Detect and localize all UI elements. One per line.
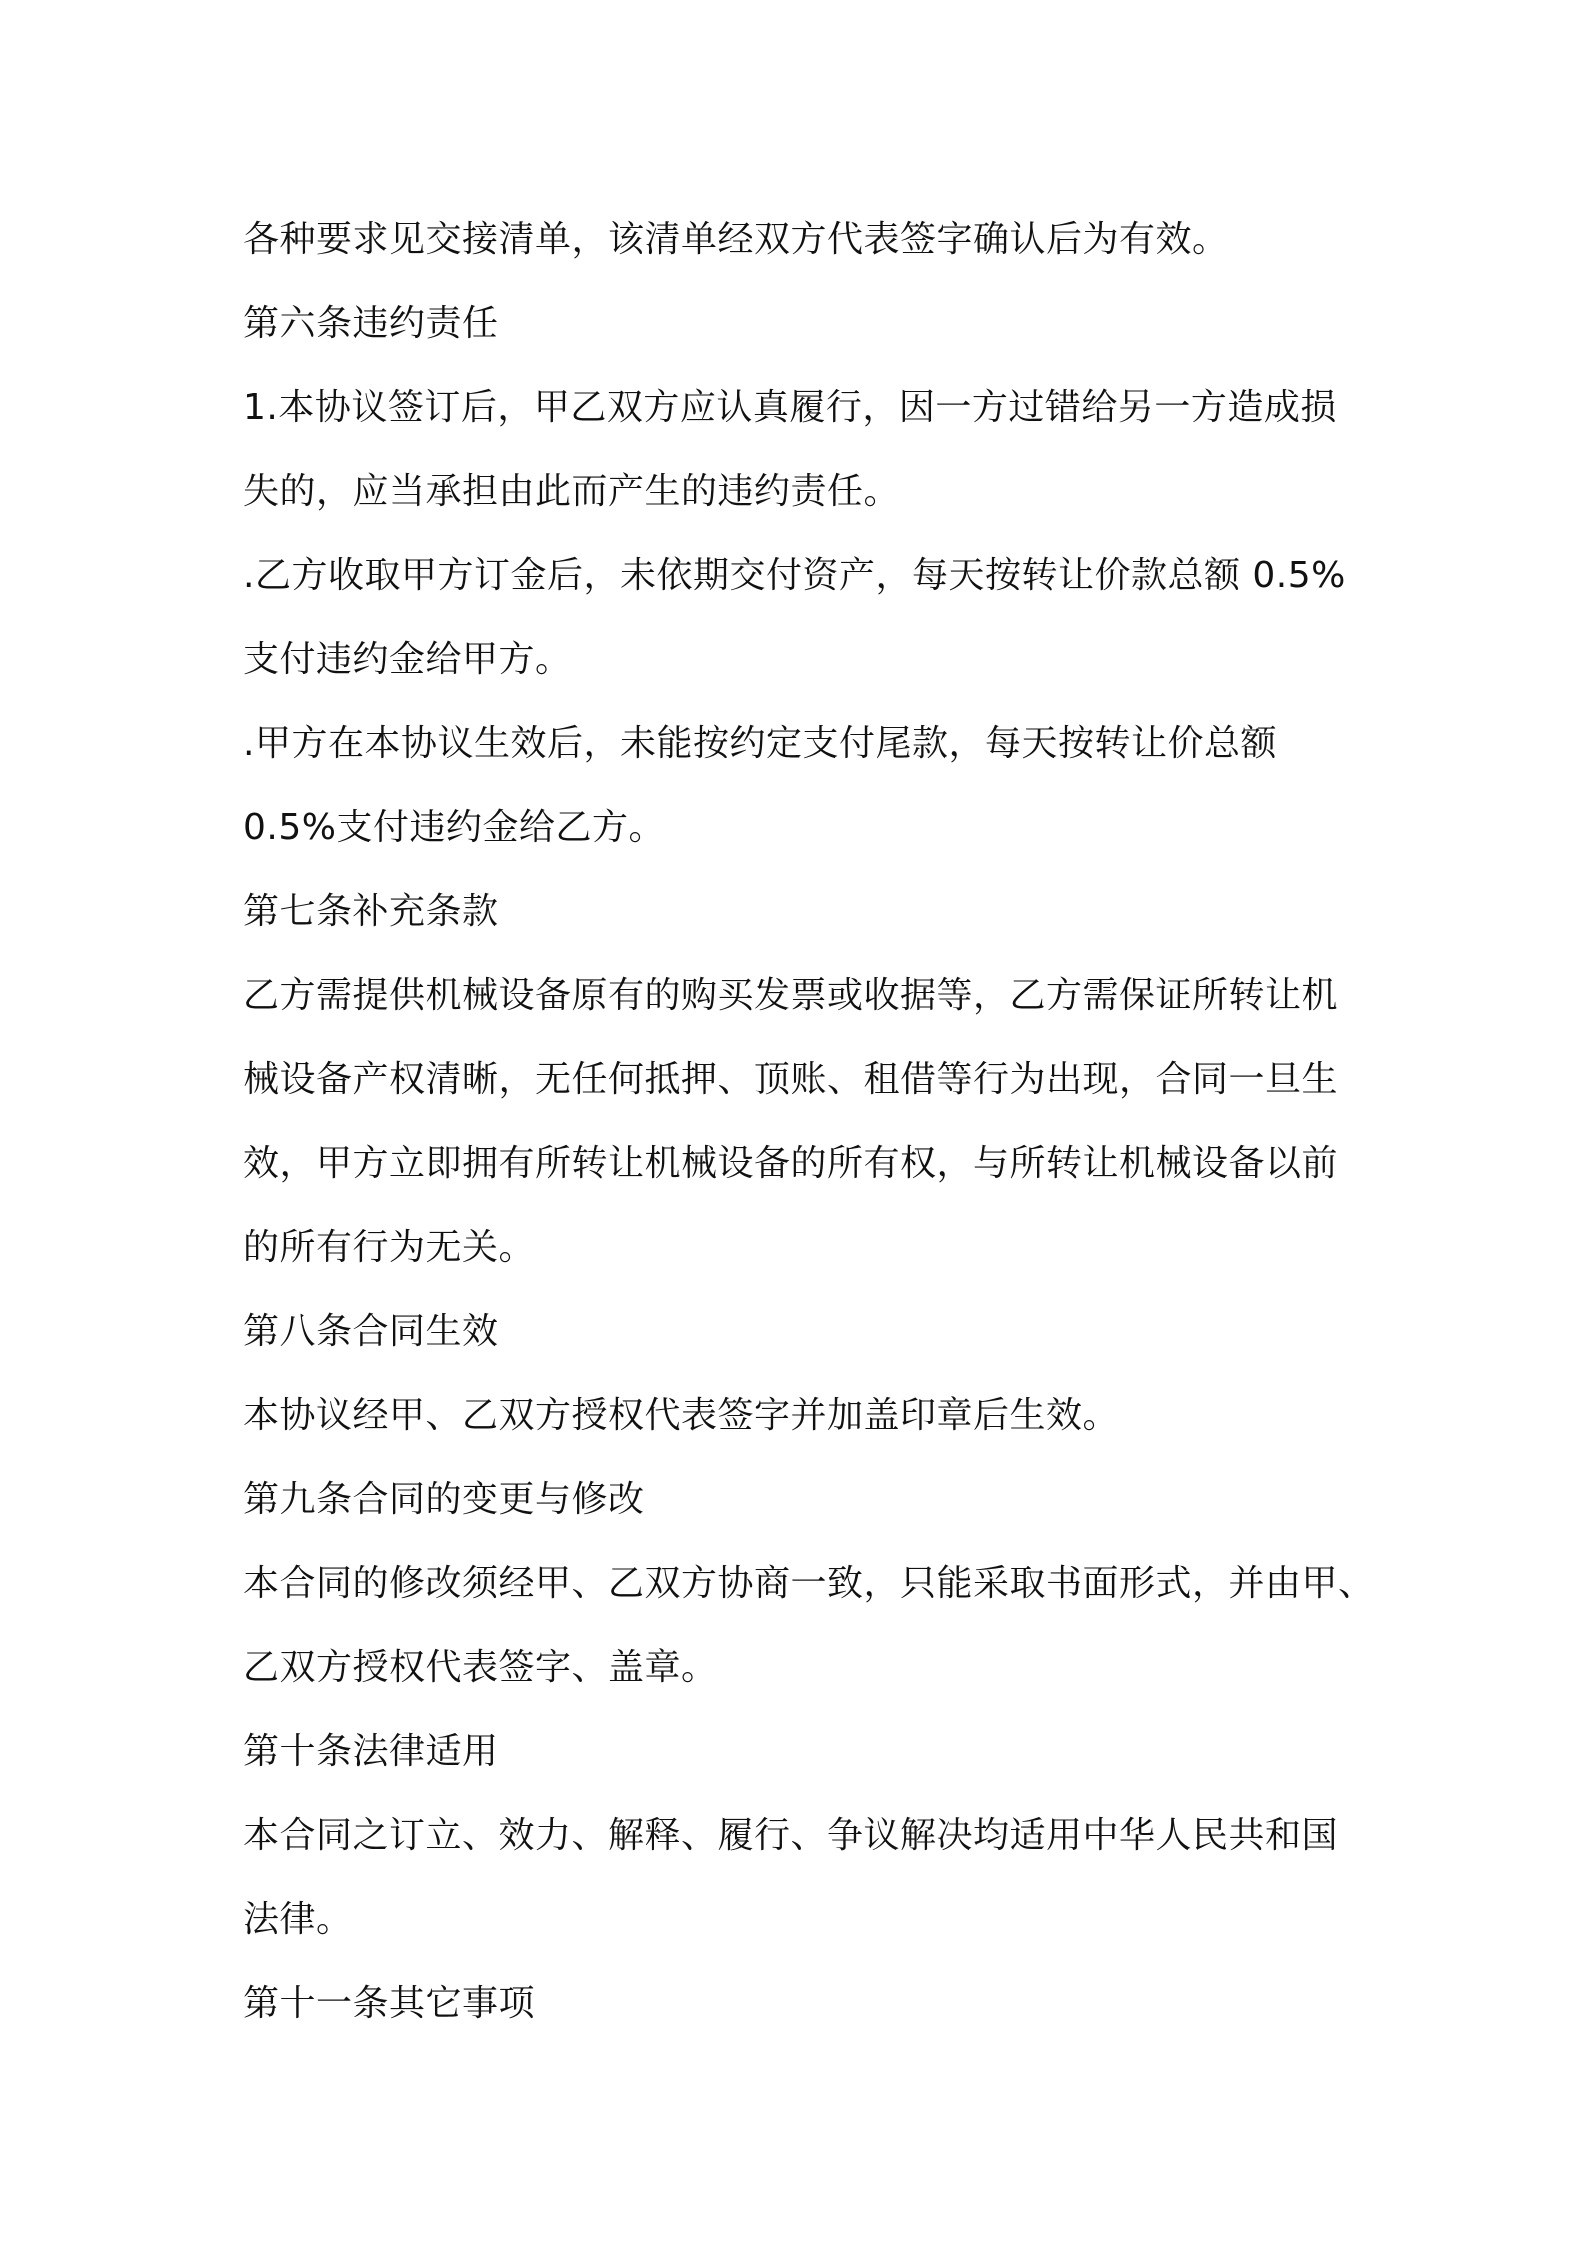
paragraph-line: .甲方在本协议生效后，未能按约定支付尾款，每天按转让价总额 bbox=[243, 723, 1277, 764]
paragraph-line: 0.5%支付违约金给乙方。 bbox=[243, 807, 665, 848]
paragraph-line: 本协议经甲、乙双方授权代表签字并加盖印章后生效。 bbox=[243, 1395, 1120, 1436]
article-6-heading: 第六条违约责任 bbox=[243, 303, 499, 344]
document-body bbox=[243, 198, 1375, 2046]
article-9-heading: 第九条合同的变更与修改 bbox=[243, 1479, 645, 1520]
paragraph-line: 1.本协议签订后，甲乙双方应认真履行，因一方过错给另一方造成损 bbox=[243, 387, 1337, 428]
paragraph-line: 效，甲方立即拥有所转让机械设备的所有权，与所转让机械设备以前 bbox=[243, 1143, 1339, 1184]
paragraph-line: 失的，应当承担由此而产生的违约责任。 bbox=[243, 471, 901, 512]
paragraph-line: 乙双方授权代表签字、盖章。 bbox=[243, 1647, 718, 1688]
paragraph-line: 本合同的修改须经甲、乙双方协商一致，只能采取书面形式，并由甲、 bbox=[243, 1563, 1375, 1604]
paragraph-line: 乙方需提供机械设备原有的购买发票或收据等，乙方需保证所转让机 bbox=[243, 975, 1339, 1016]
paragraph-line: 支付违约金给甲方。 bbox=[243, 639, 572, 680]
paragraph-line: 各种要求见交接清单，该清单经双方代表签字确认后为有效。 bbox=[243, 219, 1229, 260]
article-8-heading: 第八条合同生效 bbox=[243, 1311, 499, 1352]
article-11-heading: 第十一条其它事项 bbox=[243, 1983, 536, 2024]
article-7-heading: 第七条补充条款 bbox=[243, 891, 499, 932]
paragraph-line: 的所有行为无关。 bbox=[243, 1227, 536, 1268]
paragraph-line: .乙方收取甲方订金后，未依期交付资产，每天按转让价款总额 0.5% bbox=[243, 555, 1346, 596]
paragraph-line: 械设备产权清晰，无任何抵押、顶账、租借等行为出现，合同一旦生 bbox=[243, 1059, 1339, 1100]
article-10-heading: 第十条法律适用 bbox=[243, 1731, 499, 1772]
paragraph-line: 法律。 bbox=[243, 1899, 353, 1940]
paragraph-line: 本合同之订立、效力、解释、履行、争议解决均适用中华人民共和国 bbox=[243, 1815, 1339, 1856]
